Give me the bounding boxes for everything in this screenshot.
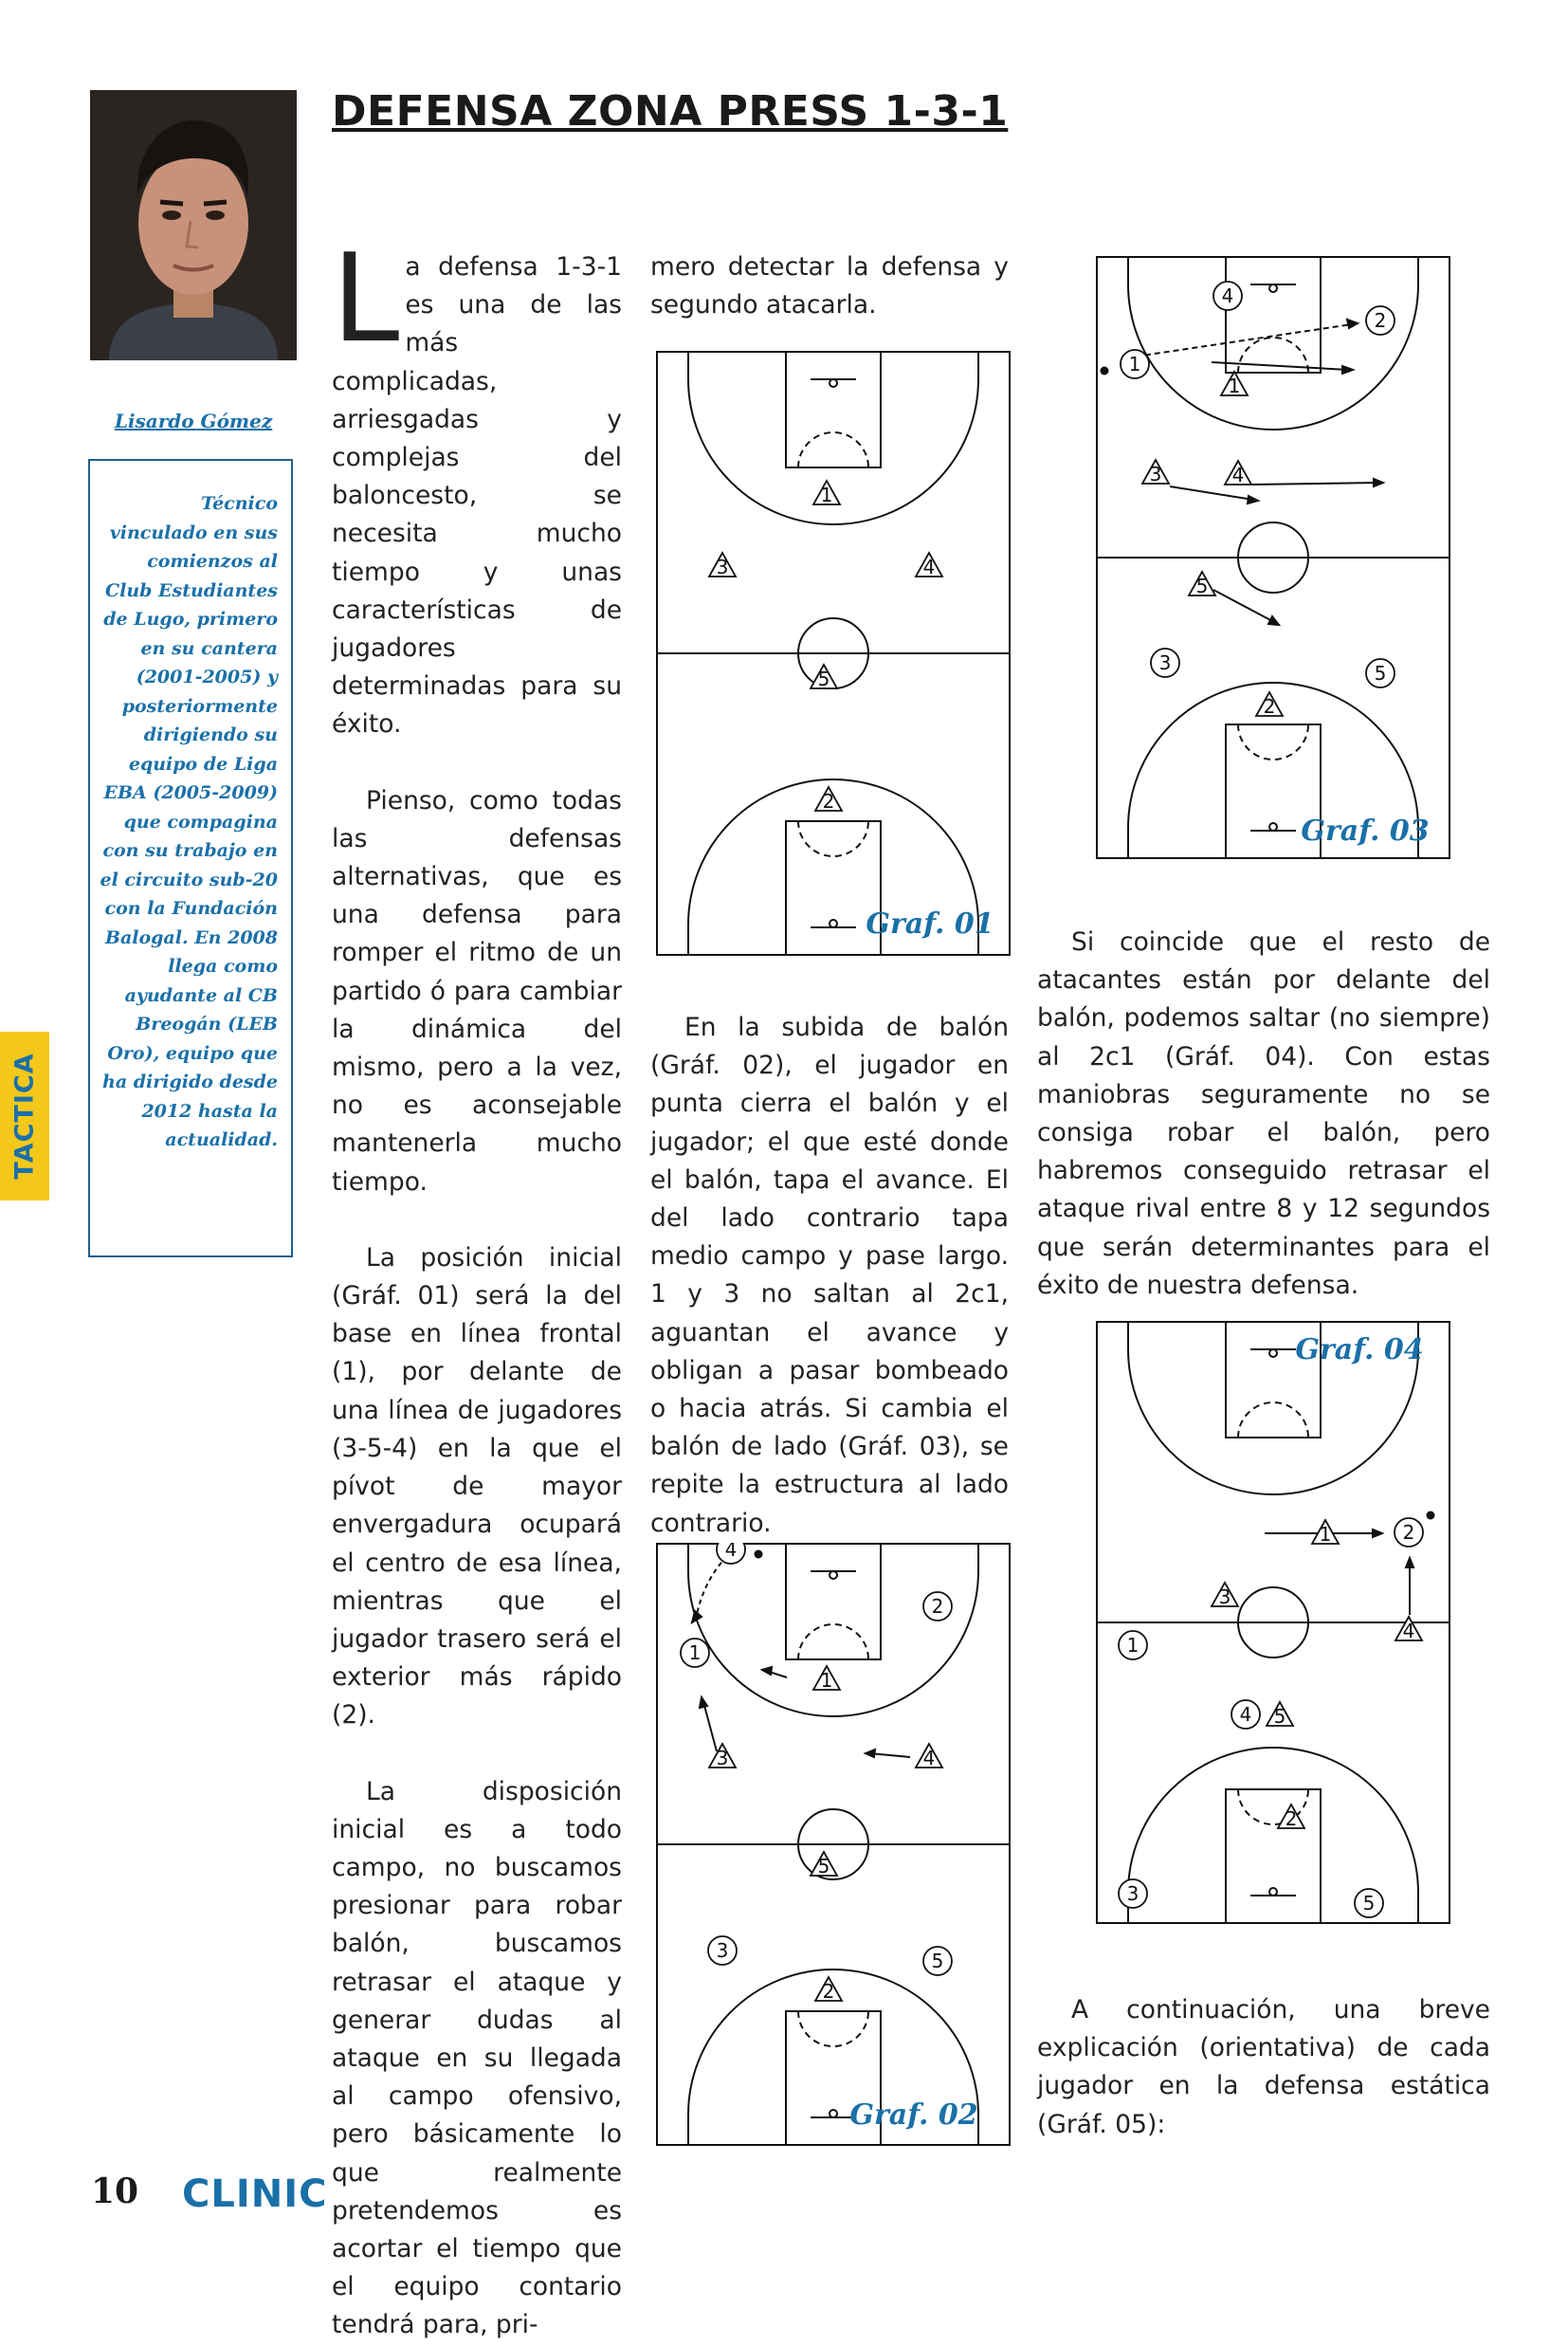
svg-text:4: 4 (922, 556, 936, 578)
attacker-marker (1231, 1700, 1260, 1729)
attacker-marker (1151, 649, 1179, 677)
paragraph-1: a defensa 1-3-1 es una de las más complicadas, arriesgadas y complejas del baloncesto, se necesita mucho tiempo y unas características de jugadores determinadas para su éxito. (332, 252, 622, 740)
svg-text:2: 2 (822, 1980, 835, 2003)
attacker-marker (1119, 1879, 1147, 1908)
defender-marker (813, 481, 840, 506)
svg-text:5: 5 (1362, 1892, 1376, 1914)
defender-marker (813, 1666, 840, 1692)
author-bio-box (88, 459, 293, 1257)
attacker-marker (1355, 1889, 1383, 1917)
svg-text:3: 3 (1218, 1585, 1231, 1608)
article-column-3-bottom (1037, 1991, 1490, 2144)
article-title: DEFENSA ZONA PRESS 1-3-1 (332, 87, 1009, 136)
defender-marker (811, 1852, 837, 1878)
diagram-caption: Graf. 03 (1301, 815, 1430, 848)
svg-text:4: 4 (1239, 1703, 1252, 1726)
diagram-graf-01 (656, 351, 1011, 956)
svg-text:1: 1 (688, 1641, 702, 1664)
defender-marker (811, 665, 837, 690)
author-name: Lisardo Gómez (114, 410, 273, 432)
defender-marker (916, 553, 942, 578)
article-column-1 (332, 229, 622, 2345)
svg-text:2: 2 (1402, 1521, 1415, 1544)
paragraph-6: Si coincide que el resto de atacantes están por delante del balón, podemos saltar (no siempre) al 2c1 (Gráf. 04). Con estas maniobras seguramente no se consiga robar el balón, pero habremos conseguido retrasar el ataque rival entre 8 y 12 segundos que serán determinantes para el éxito de nuestra defensa. (1037, 927, 1490, 1300)
attacker-marker (923, 1592, 952, 1621)
svg-text:4: 4 (1221, 284, 1234, 307)
ball-marker (1427, 1511, 1435, 1520)
paragraph-5: En la subida de balón (Gráf. 02), el jugador en punta cierra el balón y el jugador; el que esté donde el balón, tapa el avance. El del lado contrario tapa medio campo y pase largo. 1 y 3 no saltan al 2c1, aguantan el avance y obligan a pasar bombeado o hacia atrás. Si cambia el balón de lado (Gráf. 03), se repite la estructura al lado contrario. (650, 1013, 1009, 1538)
svg-text:4: 4 (1402, 1620, 1415, 1642)
svg-text:3: 3 (716, 1939, 729, 1962)
svg-text:2: 2 (1263, 695, 1276, 718)
svg-text:2: 2 (822, 790, 835, 813)
defender-marker (1189, 572, 1215, 597)
section-tag-label: TACTICA (9, 1053, 40, 1180)
attacker-marker (681, 1639, 709, 1667)
ball-marker (1101, 367, 1109, 376)
diagram-graf-03 (1096, 256, 1450, 859)
article-column-3 (1037, 924, 1490, 1305)
paint-top (786, 352, 881, 467)
svg-text:3: 3 (716, 556, 729, 578)
defender-marker (1278, 1805, 1304, 1830)
svg-text:4: 4 (922, 1747, 936, 1769)
attacker-marker (717, 1543, 745, 1564)
magazine-logo: CLINIC (182, 2172, 328, 2216)
svg-text:5: 5 (1195, 575, 1209, 597)
article-column-2-bottom (650, 1009, 1009, 1543)
svg-text:4: 4 (1231, 464, 1245, 486)
author-portrait-image (90, 90, 297, 360)
attacker-marker (1366, 659, 1395, 687)
svg-text:1: 1 (1128, 353, 1141, 376)
paragraph-4: La disposición inicial es a todo campo, no buscamos presionar para robar balón, buscamos retrasar el ataque y generar dudas al ataque en su llegada al campo ofensivo, pero básicamente lo que realmente pretendemos es acortar el tiempo que el equipo contario tendrá para, pri- (332, 1776, 622, 2340)
attacker-marker (1366, 306, 1395, 335)
attacker-marker (1121, 350, 1149, 378)
svg-text:1: 1 (820, 484, 833, 506)
page-number: 10 (91, 2171, 139, 2211)
attacker-marker (923, 1947, 952, 1975)
paragraph-2: Pienso, como todas las defensas alternativas, que es una defensa para romper el ritmo de un partido ó para cambiar la dinámica del mismo, pero a la vez, no es aconsejable mantenerla mucho tiempo. (332, 785, 622, 1197)
defender-marker (709, 1744, 736, 1769)
attacker-marker (1395, 1518, 1423, 1547)
author-photo (90, 90, 297, 360)
svg-text:1: 1 (1319, 1523, 1332, 1546)
svg-text:1: 1 (1126, 1634, 1140, 1657)
defender-marker (1221, 372, 1248, 397)
diagram-caption: Graf. 02 (849, 2098, 978, 2132)
svg-text:5: 5 (1273, 1705, 1286, 1728)
ball-marker (755, 1550, 763, 1559)
svg-text:2: 2 (1374, 309, 1387, 332)
defender-marker (1267, 1702, 1293, 1728)
diagram-caption: Graf. 04 (1295, 1333, 1424, 1366)
defender-marker (1256, 692, 1283, 718)
svg-text:2: 2 (1285, 1807, 1298, 1830)
svg-text:4: 4 (724, 1543, 738, 1561)
defender-marker (1395, 1617, 1422, 1642)
svg-text:5: 5 (817, 1855, 830, 1878)
paragraph-3: La posición inicial (Gráf. 01) será la del base en línea frontal (1), por delante de una línea de jugadores (3-5-4) en la que el pívot de mayor envergadura ocupará el centro de esa línea, mientras que el jugador trasero será el exterior más rápido (2). (332, 1242, 622, 1731)
svg-text:5: 5 (1374, 662, 1387, 685)
svg-text:5: 5 (931, 1950, 944, 1972)
defender-marker (1212, 1583, 1238, 1608)
paragraph-4-continued: mero detectar la defensa y segundo atacarla. (650, 252, 1009, 321)
svg-text:5: 5 (817, 668, 830, 690)
svg-text:1: 1 (1228, 375, 1241, 397)
author-bio-text: Técnico vinculado en sus comienzos al Club Estudiantes de Lugo, primero en su cantera (2001-2005) y posteriormente dirigiendo su equipo de Liga EBA (2005-2009) que compagina con su trabajo en el circuito sub-20 con la Fundación Balogal. En 2008 llega como ayudante al CB Breogán (LEB Oro), equipo que ha dirigido desde 2012 hasta la actualidad. (100, 493, 278, 1150)
svg-text:3: 3 (1149, 463, 1162, 485)
svg-text:2: 2 (931, 1595, 944, 1618)
diagram-graf-04 (1096, 1321, 1450, 1924)
drop-cap: L (332, 229, 400, 370)
section-tag (0, 1032, 49, 1200)
svg-text:3: 3 (716, 1747, 729, 1769)
svg-text:3: 3 (1158, 651, 1172, 674)
attacker-marker (1119, 1631, 1147, 1659)
defender-marker (1142, 460, 1169, 485)
defender-marker (1225, 461, 1251, 486)
diagram-caption: Graf. 01 (866, 907, 994, 941)
attacker-marker (1213, 282, 1242, 310)
article-column-2-top (650, 248, 1009, 324)
defender-marker (815, 787, 842, 813)
paragraph-7: A continuación, una breve explicación (orientativa) de cada jugador en la defensa estática (Gráf. 05): (1037, 1995, 1490, 2139)
defender-marker (916, 1744, 942, 1769)
diagram-graf-02 (656, 1543, 1011, 2146)
defender-marker (815, 1977, 842, 2003)
attacker-marker (708, 1936, 737, 1965)
svg-text:3: 3 (1126, 1882, 1140, 1905)
svg-text:1: 1 (820, 1669, 833, 1692)
defender-marker (709, 553, 736, 578)
